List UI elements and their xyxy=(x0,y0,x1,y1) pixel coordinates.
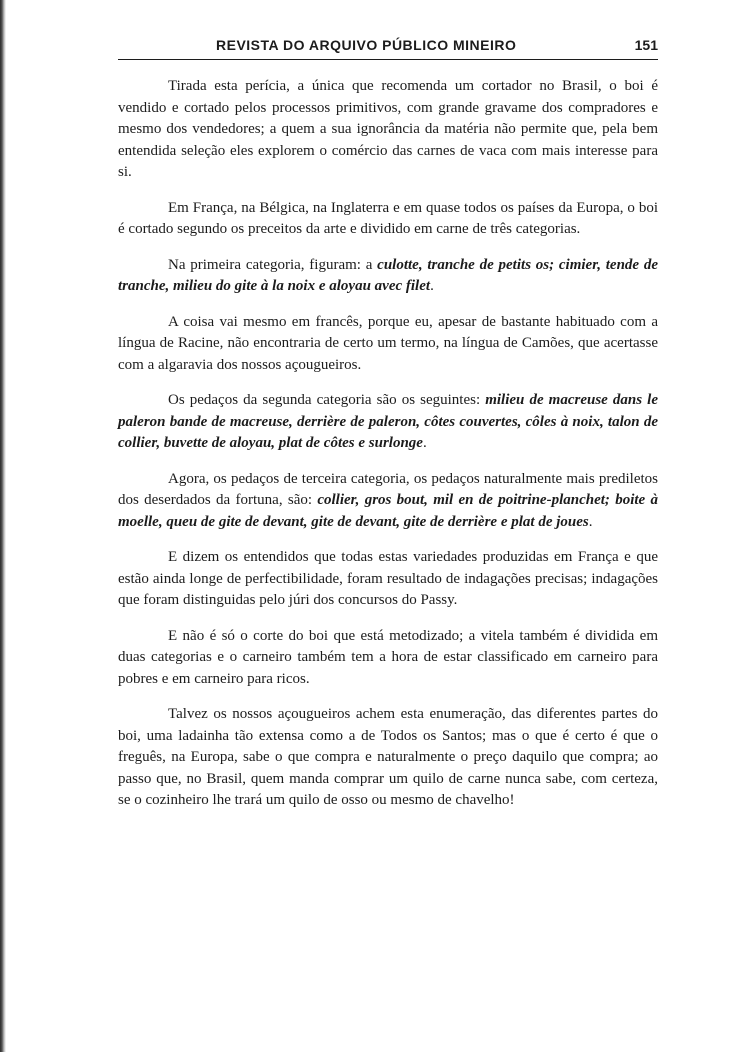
paragraph-text-end: . xyxy=(430,278,434,294)
paragraph-text-end: . xyxy=(422,435,427,451)
paragraph-8 xyxy=(118,626,658,691)
paragraph-text: Os pedaços da segunda categoria são os seguintes: xyxy=(168,392,486,408)
paragraph-text: A coisa vai mesmo em francês, porque eu, apesar de bastante habituado com a língua de Racine, não encontraria de certo um termo, na língua de Camões, que acertasse com a algaravia dos nossos açougueiros. xyxy=(118,313,658,373)
french-cut-names: milieu de macreuse dans le paleron bande de macreuse, derrière de paleron, côtes couvertes, côles à noix, talon de collier, buvette de aloyau, plat de côtes e surlonge xyxy=(118,392,659,451)
paragraph-6 xyxy=(118,469,658,534)
french-cut-names: collier, gros bout, mil en de poitrine-planchet; boite à moelle, queu de gite de devant, gite de devant, gite de derrière e plat de joues xyxy=(118,492,658,530)
paragraph-text-end: . xyxy=(588,513,593,530)
paragraph-text: Em França, na Bélgica, na Inglaterra e em quase todos os países da Europa, o boi é cortado segundo os preceitos da arte e dividido em carne de três categorias. xyxy=(118,199,658,237)
body-text xyxy=(118,76,658,825)
paragraph-4 xyxy=(118,312,658,377)
page-number: 151 xyxy=(634,37,658,53)
paragraph-7 xyxy=(118,547,658,612)
paragraph-2 xyxy=(118,198,658,241)
paragraph-5 xyxy=(118,390,658,455)
running-title: REVISTA DO ARQUIVO PÚBLICO MINEIRO xyxy=(216,37,517,53)
paragraph-9 xyxy=(118,704,658,812)
page-edge-shadow xyxy=(0,0,6,1052)
paragraph-text: Na primeira categoria, figuram: a xyxy=(168,256,378,273)
paragraph-3 xyxy=(118,255,658,298)
paragraph-text: E não é só o corte do boi que está metodizado; a vitela também é dividida em duas categorias e o carneiro também tem a hora de estar classificado em carneiro para pobres e em carneiro para ricos. xyxy=(118,627,658,687)
french-cut-names: culotte, tranche de petits os; cimier, tende de tranche, milieu do gite à la noix e aloyau avec filet xyxy=(118,256,658,294)
paragraph-text: Talvez os nossos açougueiros achem esta enumeração, das diferentes partes do boi, uma ladainha tão extensa como a de Todos os Santos; mas o que é certo é que o freguês, na Europa, sabe o que compra e naturalmente o preço daquilo que compra; ao passo que, no Brasil, quem manda comprar um quilo de carne nunca sabe, com certeza, se o cozinheiro lhe trará um quilo de osso ou mesmo de chavelho! xyxy=(118,706,658,808)
paragraph-text: Tirada esta perícia, a única que recomenda um cortador no Brasil, o boi é vendido e cortado pelos processos primitivos, com grande gravame dos compradores e mesmo dos vendedores; a quem a sua ignorância da matéria não permite que, pela bem entendida seleção eles explorem o comércio das carnes de vaca com mais interesse para si. xyxy=(118,78,658,180)
paragraph-1 xyxy=(118,76,658,184)
paragraph-text: Agora, os pedaços de terceira categoria, os pedaços naturalmente mais prediletos dos deserdados da fortuna, são: xyxy=(118,470,658,508)
paragraph-text: E dizem os entendidos que todas estas variedades produzidas em França e que estão ainda longe de perfectibilidade, foram resultado de indagações precisas; indagações que foram distinguidas pelo júri dos concursos do Passy. xyxy=(118,549,658,608)
page-header xyxy=(118,33,658,60)
